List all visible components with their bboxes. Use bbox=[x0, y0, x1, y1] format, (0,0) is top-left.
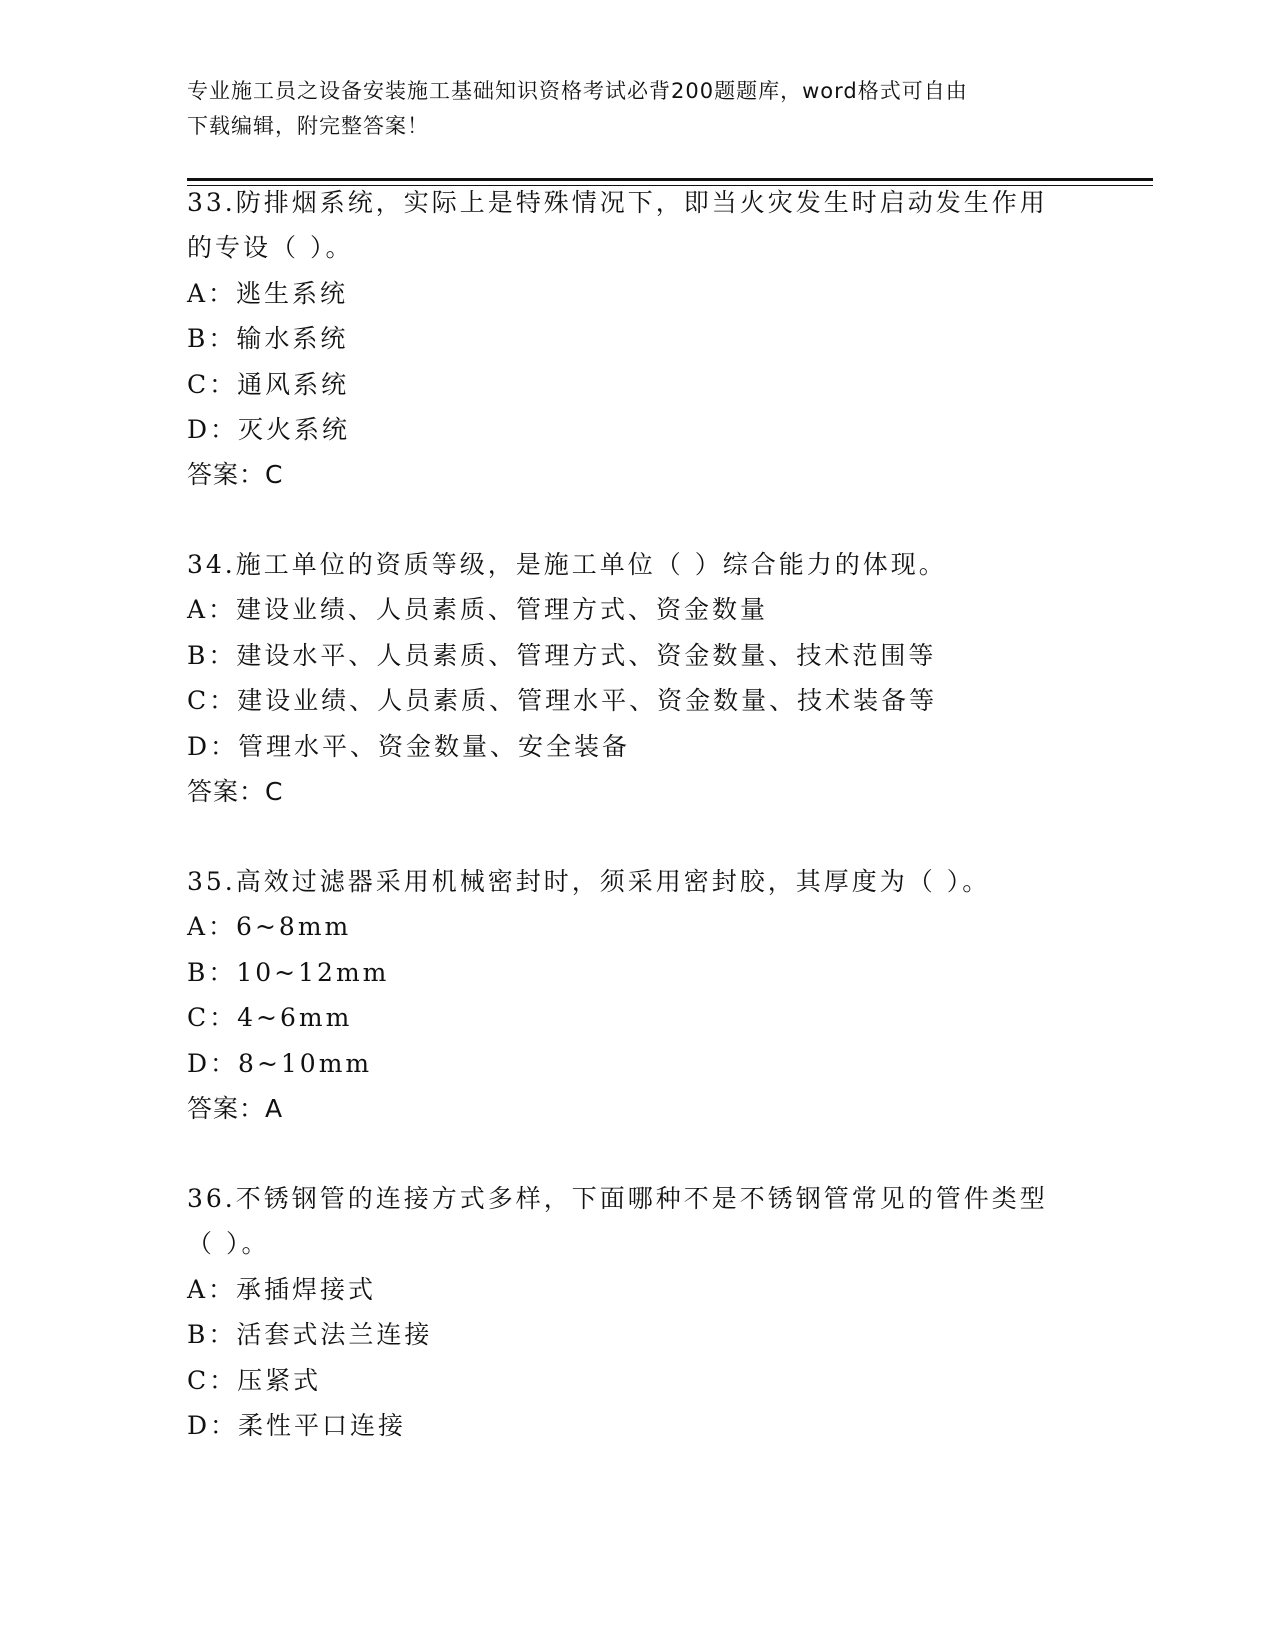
option-b: B：建设水平、人员素质、管理方式、资金数量、技术范围等 bbox=[187, 640, 937, 670]
document-header bbox=[187, 74, 1067, 144]
header-line-1: 专业施工员之设备安装施工基础知识资格考试必背200题题库，word格式可自由 bbox=[187, 79, 968, 103]
header-line-2: 下载编辑，附完整答案！ bbox=[187, 114, 429, 138]
answer-label: 答案：A bbox=[187, 1093, 284, 1123]
question-stem: 33.防排烟系统，实际上是特殊情况下，即当火灾发生时启动发生作用 bbox=[187, 188, 1048, 217]
option-b: B：活套式法兰连接 bbox=[187, 1320, 433, 1350]
option-b: B：输水系统 bbox=[187, 324, 349, 354]
option-d: D：8~10mm bbox=[187, 1048, 373, 1078]
option-a: A：承插焊接式 bbox=[187, 1274, 377, 1304]
option-c: C：建设业绩、人员素质、管理水平、资金数量、技术装备等 bbox=[187, 686, 938, 716]
question-stem: （ ）。 bbox=[187, 1229, 270, 1259]
option-b: B：10~12mm bbox=[187, 957, 390, 987]
question-stem: 34.施工单位的资质等级，是施工单位（ ）综合能力的体现。 bbox=[187, 550, 947, 579]
question-35 bbox=[187, 859, 1087, 1131]
question-34 bbox=[187, 542, 1087, 814]
option-c: C：压紧式 bbox=[187, 1365, 322, 1395]
question-stem: 36.不锈钢管的连接方式多样，下面哪种不是不锈钢管常见的管件类型 bbox=[187, 1184, 1048, 1213]
answer-label: 答案：C bbox=[187, 776, 284, 806]
question-stem: 35.高效过滤器采用机械密封时，须采用密封胶，其厚度为（ ）。 bbox=[187, 867, 991, 896]
option-a: A：逃生系统 bbox=[187, 278, 349, 308]
option-d: D：管理水平、资金数量、安全装备 bbox=[187, 731, 631, 761]
option-c: C：4~6mm bbox=[187, 1003, 353, 1033]
option-d: D：柔性平口连接 bbox=[187, 1410, 407, 1440]
option-a: A：6~8mm bbox=[187, 912, 352, 942]
option-c: C：通风系统 bbox=[187, 369, 350, 399]
question-33 bbox=[187, 180, 1087, 498]
question-stem: 的专设（ ）。 bbox=[187, 233, 354, 263]
answer-label: 答案：C bbox=[187, 460, 284, 490]
question-36 bbox=[187, 1176, 1087, 1448]
option-a: A：建设业绩、人员素质、管理方式、资金数量 bbox=[187, 595, 769, 625]
option-d: D：灭火系统 bbox=[187, 414, 351, 444]
